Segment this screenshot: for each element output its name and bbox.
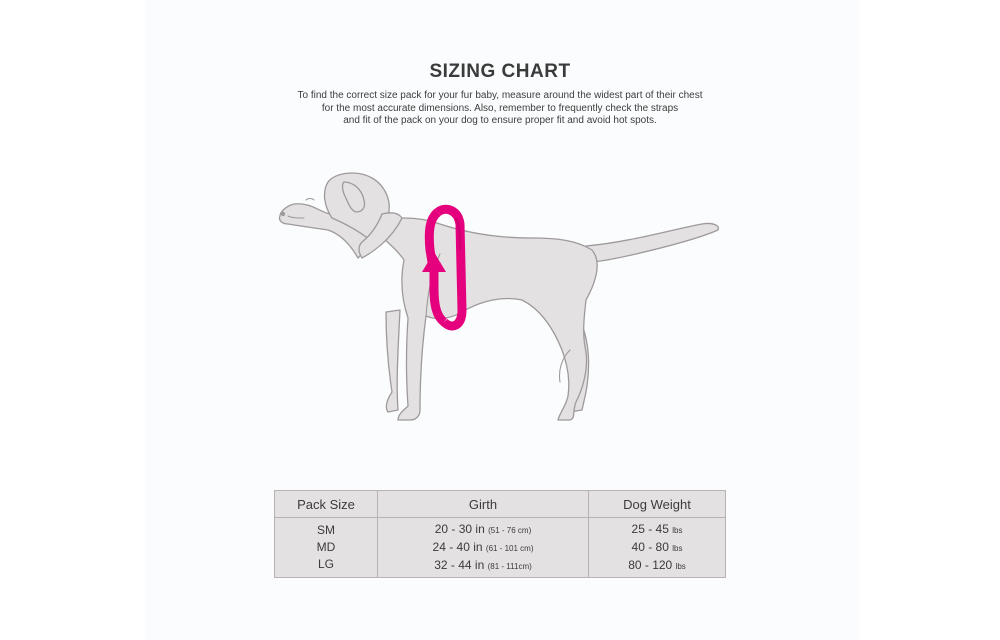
- pack-size-sm: SM: [317, 523, 335, 537]
- girth-value: 32 - 44 in: [434, 557, 485, 572]
- dog-tail: [586, 223, 718, 262]
- weight-cell: [589, 518, 726, 578]
- girth-metric: (81 - 111cm): [487, 561, 532, 571]
- intro-line: To find the correct size pack for your fur baby, measure around the widest part of their chest: [297, 90, 703, 101]
- girth-cell: [378, 518, 589, 578]
- intro-line: and fit of the pack on your dog to ensure proper fit and avoid hot spots.: [343, 115, 657, 126]
- column-header-dog-weight: Dog Weight: [589, 491, 726, 518]
- girth-value: 24 - 40 in: [432, 539, 483, 554]
- dog-illustration: [270, 160, 730, 430]
- girth-metric: (61 - 101 cm): [485, 543, 534, 553]
- weight-value: 25 - 45: [631, 521, 669, 536]
- pack-size-cell: [275, 518, 378, 578]
- pack-size-md: MD: [316, 540, 336, 554]
- intro-text: [260, 90, 740, 128]
- girth-sm: [378, 521, 588, 539]
- page-title: SIZING CHART: [429, 61, 571, 82]
- weight-value: 40 - 80: [631, 539, 669, 554]
- pack-size-lg: LG: [317, 557, 334, 571]
- column-header-pack-size: Pack Size: [275, 491, 378, 518]
- weight-unit: lbs: [672, 525, 683, 535]
- girth-md: [378, 539, 588, 557]
- table-row: [275, 518, 726, 578]
- girth-value: 20 - 30 in: [434, 521, 485, 536]
- weight-md: [589, 539, 725, 557]
- dog-far-front-leg: [386, 310, 400, 412]
- intro-line: for the most accurate dimensions. Also, remember to frequently check the straps: [321, 102, 679, 114]
- weight-unit: lbs: [675, 561, 686, 571]
- girth-metric: (51 - 76 cm): [488, 525, 532, 535]
- weight-unit: lbs: [672, 543, 683, 553]
- dog-nose: [281, 212, 285, 216]
- sizing-table: [274, 490, 726, 578]
- weight-sm: [589, 521, 725, 539]
- column-header-girth: Girth: [378, 491, 589, 518]
- girth-lg: [378, 557, 588, 575]
- dog-eye-line: [306, 199, 314, 201]
- table-header-row: [275, 491, 726, 518]
- weight-value: 80 - 120: [628, 557, 673, 572]
- dog-body: [368, 218, 597, 420]
- weight-lg: [589, 557, 725, 575]
